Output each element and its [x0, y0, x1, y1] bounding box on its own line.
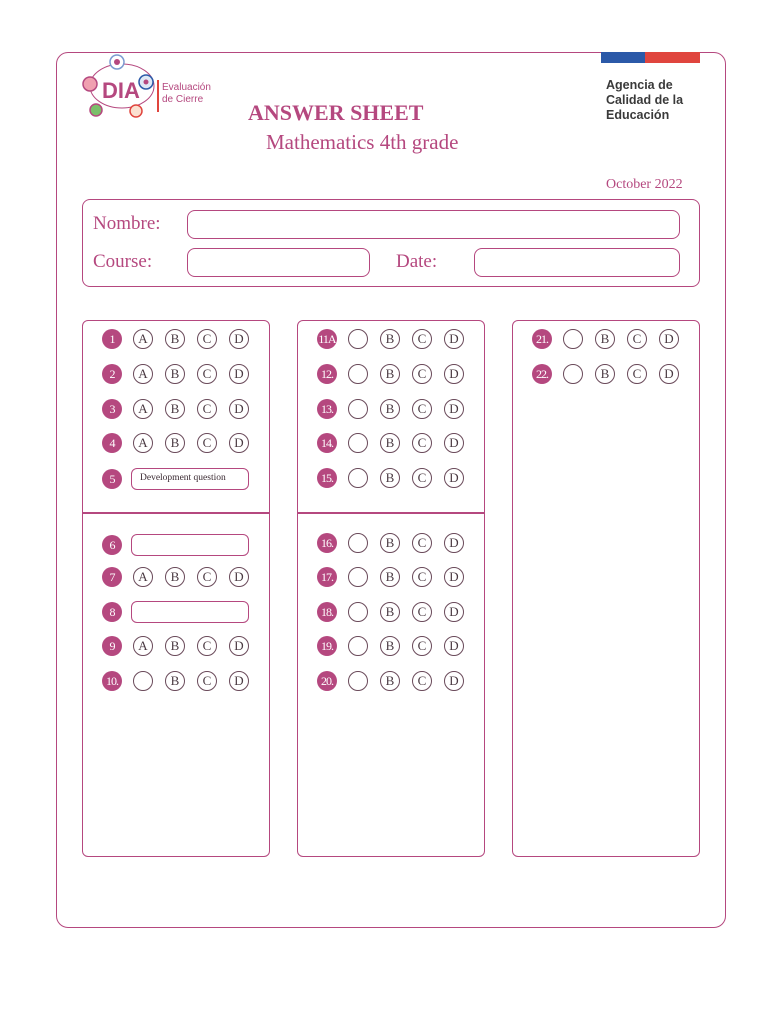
question-number: 10. — [102, 671, 122, 691]
answer-bubble[interactable]: D — [444, 533, 464, 553]
answer-bubble[interactable]: B — [380, 399, 400, 419]
question-row — [102, 566, 262, 588]
question-row — [102, 363, 262, 385]
answer-bubble[interactable]: D — [229, 636, 249, 656]
question-number: 11A — [317, 329, 337, 349]
answer-bubble[interactable]: D — [229, 399, 249, 419]
answer-bubble[interactable]: C — [197, 567, 217, 587]
development-answer-box[interactable]: Development question — [131, 468, 249, 490]
flag-red-stripe — [645, 52, 700, 63]
question-number: 1 — [102, 329, 122, 349]
question-row — [102, 468, 262, 490]
logo-text: DIA — [102, 78, 140, 103]
answer-bubble[interactable]: A — [133, 399, 153, 419]
question-row — [317, 601, 477, 623]
logo-caption-line2: de Cierre — [162, 94, 204, 105]
question-row — [317, 398, 477, 420]
answer-bubble[interactable] — [348, 468, 368, 488]
answer-bubble[interactable]: D — [229, 433, 249, 453]
answer-bubble[interactable] — [348, 433, 368, 453]
answer-bubble[interactable]: D — [444, 364, 464, 384]
answer-bubble[interactable]: B — [165, 567, 185, 587]
name-field[interactable] — [187, 210, 680, 239]
question-row — [317, 467, 477, 489]
answer-bubble[interactable]: C — [197, 399, 217, 419]
answer-bubble[interactable] — [348, 399, 368, 419]
answer-bubble[interactable]: A — [133, 636, 153, 656]
answer-bubble[interactable]: B — [380, 433, 400, 453]
answer-bubble[interactable]: D — [659, 364, 679, 384]
answer-bubble[interactable]: A — [133, 364, 153, 384]
answer-bubble[interactable]: C — [412, 399, 432, 419]
answer-bubble[interactable]: D — [444, 468, 464, 488]
answer-bubble[interactable]: C — [197, 433, 217, 453]
question-number: 7 — [102, 567, 122, 587]
panel-1-divider — [82, 512, 270, 514]
question-number: 5 — [102, 469, 122, 489]
answer-bubble[interactable]: D — [659, 329, 679, 349]
question-row — [102, 398, 262, 420]
answer-bubble[interactable] — [348, 364, 368, 384]
answer-bubble[interactable] — [348, 636, 368, 656]
question-number: 20. — [317, 671, 337, 691]
answer-bubble[interactable]: B — [380, 636, 400, 656]
answer-bubble[interactable]: B — [380, 468, 400, 488]
answer-bubble[interactable]: D — [444, 329, 464, 349]
answer-bubble[interactable]: C — [627, 364, 647, 384]
answer-bubble[interactable]: C — [412, 433, 432, 453]
agency-line3: Educación — [606, 108, 670, 122]
question-row — [317, 635, 477, 657]
page-subtitle: Mathematics 4th grade — [266, 130, 459, 154]
answer-bubble[interactable]: B — [595, 364, 615, 384]
development-answer-box[interactable] — [131, 534, 249, 556]
answer-bubble[interactable]: D — [444, 602, 464, 622]
answer-bubble[interactable]: B — [165, 329, 185, 349]
course-field[interactable] — [187, 248, 370, 277]
question-row — [317, 363, 477, 385]
course-label: Course: — [93, 251, 153, 272]
questions-panel-3 — [512, 320, 700, 857]
question-number: 17. — [317, 567, 337, 587]
question-row — [102, 670, 262, 692]
answer-bubble[interactable]: B — [165, 399, 185, 419]
answer-bubble[interactable]: C — [197, 671, 217, 691]
answer-bubble[interactable]: C — [197, 364, 217, 384]
question-row — [102, 534, 262, 556]
question-number: 21. — [532, 329, 552, 349]
question-row — [102, 601, 262, 623]
page-title: ANSWER SHEET — [248, 100, 424, 125]
answer-bubble[interactable]: B — [380, 329, 400, 349]
answer-bubble[interactable]: C — [412, 533, 432, 553]
logo-caption — [162, 82, 211, 106]
answer-bubble[interactable]: B — [165, 433, 185, 453]
question-row — [102, 328, 262, 350]
answer-bubble[interactable]: B — [165, 671, 185, 691]
logo-divider — [157, 80, 159, 112]
answer-bubble[interactable]: B — [165, 364, 185, 384]
date-field[interactable] — [474, 248, 680, 277]
name-label: Nombre: — [93, 213, 161, 234]
answer-bubble[interactable]: B — [380, 671, 400, 691]
answer-bubble[interactable]: D — [229, 567, 249, 587]
answer-bubble[interactable]: D — [444, 567, 464, 587]
answer-bubble[interactable]: A — [133, 567, 153, 587]
agency-name — [606, 78, 683, 123]
answer-bubble[interactable]: C — [197, 636, 217, 656]
question-number: 13. — [317, 399, 337, 419]
question-row — [317, 432, 477, 454]
question-number: 14. — [317, 433, 337, 453]
answer-bubble[interactable]: B — [380, 364, 400, 384]
answer-bubble[interactable]: C — [412, 567, 432, 587]
question-number: 22. — [532, 364, 552, 384]
sheet-date: October 2022 — [606, 177, 683, 192]
logo-caption-line1: Evaluación — [162, 82, 211, 93]
question-row — [102, 432, 262, 454]
answer-bubble[interactable] — [348, 329, 368, 349]
development-answer-box[interactable] — [131, 601, 249, 623]
answer-bubble[interactable]: C — [412, 602, 432, 622]
date-label: Date: — [396, 251, 438, 272]
answer-bubble[interactable]: D — [229, 329, 249, 349]
answer-bubble[interactable]: D — [444, 671, 464, 691]
answer-bubble[interactable]: C — [412, 671, 432, 691]
answer-bubble[interactable] — [563, 329, 583, 349]
flag-blue-stripe — [601, 52, 645, 63]
agency-line1: Agencia de — [606, 78, 673, 92]
answer-bubble[interactable]: D — [229, 364, 249, 384]
answer-bubble[interactable]: C — [412, 364, 432, 384]
question-row — [317, 328, 477, 350]
answer-bubble[interactable]: D — [444, 636, 464, 656]
question-row — [532, 328, 692, 350]
question-number: 19. — [317, 636, 337, 656]
question-number: 3 — [102, 399, 122, 419]
answer-bubble[interactable]: B — [380, 602, 400, 622]
answer-bubble[interactable]: B — [595, 329, 615, 349]
answer-bubble[interactable] — [348, 567, 368, 587]
answer-bubble[interactable]: C — [627, 329, 647, 349]
agency-line2: Calidad de la — [606, 93, 684, 107]
answer-bubble[interactable]: B — [380, 567, 400, 587]
question-row — [102, 635, 262, 657]
question-row — [317, 532, 477, 554]
answer-bubble[interactable]: C — [412, 636, 432, 656]
answer-bubble[interactable] — [563, 364, 583, 384]
answer-bubble[interactable]: A — [133, 329, 153, 349]
answer-bubble[interactable] — [133, 671, 153, 691]
question-row — [317, 670, 477, 692]
answer-bubble[interactable]: C — [412, 329, 432, 349]
question-row — [317, 566, 477, 588]
answer-bubble[interactable]: B — [380, 533, 400, 553]
answer-bubble[interactable]: D — [444, 433, 464, 453]
question-number: 4 — [102, 433, 122, 453]
question-number: 9 — [102, 636, 122, 656]
question-row — [532, 363, 692, 385]
answer-bubble[interactable]: C — [412, 468, 432, 488]
answer-bubble[interactable]: B — [165, 636, 185, 656]
question-number: 8 — [102, 602, 122, 622]
panel-2-divider — [297, 512, 485, 514]
answer-bubble[interactable]: D — [444, 399, 464, 419]
question-number: 2 — [102, 364, 122, 384]
question-number: 6 — [102, 535, 122, 555]
question-number: 16. — [317, 533, 337, 553]
answer-bubble[interactable]: C — [197, 329, 217, 349]
answer-bubble[interactable] — [348, 602, 368, 622]
answer-bubble[interactable]: A — [133, 433, 153, 453]
question-number: 18. — [317, 602, 337, 622]
answer-bubble[interactable] — [348, 533, 368, 553]
answer-bubble[interactable] — [348, 671, 368, 691]
answer-bubble[interactable]: D — [229, 671, 249, 691]
question-number: 12. — [317, 364, 337, 384]
question-number: 15. — [317, 468, 337, 488]
